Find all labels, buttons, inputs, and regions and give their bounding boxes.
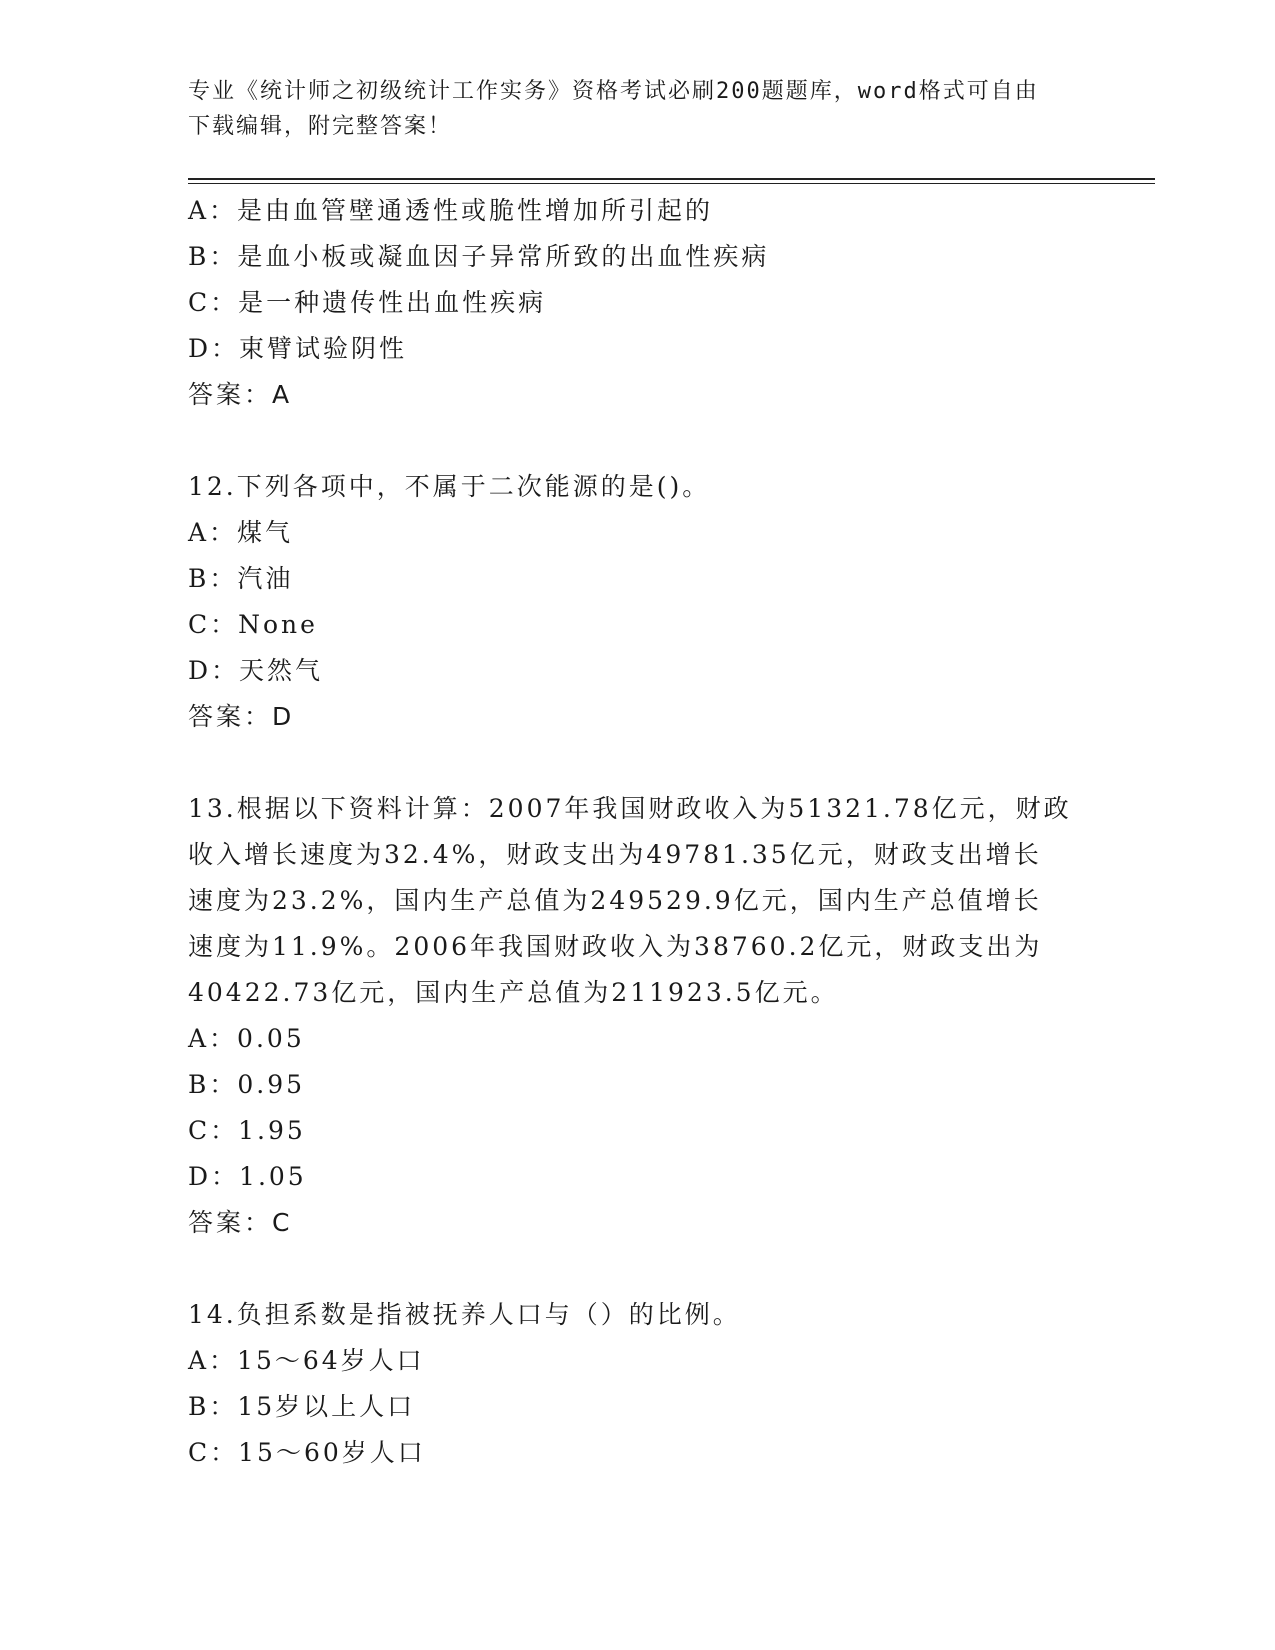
document-header — [188, 74, 1068, 144]
question-14 — [188, 1292, 1088, 1476]
question-stem-line: 速度为11.9%。2006年我国财政收入为38760.2亿元，财政支出为 — [188, 932, 1043, 961]
option-c: C：15～60岁人口 — [188, 1438, 426, 1467]
option-b: B：是血小板或凝血因子异常所致的出血性疾病 — [188, 242, 770, 271]
option-b: B：15岁以上人口 — [188, 1392, 416, 1421]
header-rule-thin — [188, 183, 1155, 184]
answer-label: 答案：A — [188, 380, 293, 409]
question-stem-line: 速度为23.2%，国内生产总值为249529.9亿元，国内生产总值增长 — [188, 886, 1042, 915]
question-stem-line: 40422.73亿元，国内生产总值为211923.5亿元。 — [188, 978, 839, 1007]
question-stem-line: 收入增长速度为32.4%，财政支出为49781.35亿元，财政支出增长 — [188, 840, 1042, 869]
option-a: A：是由血管壁通透性或脆性增加所引起的 — [188, 196, 714, 225]
question-13 — [188, 786, 1088, 1246]
spacer — [188, 740, 1088, 786]
question-11 — [188, 188, 1088, 418]
option-a: A：15～64岁人口 — [188, 1346, 425, 1375]
option-b: B：0.95 — [188, 1070, 306, 1099]
option-c: C：None — [188, 610, 318, 639]
spacer — [188, 418, 1088, 464]
option-a: A：0.05 — [188, 1024, 305, 1053]
option-d: D：天然气 — [188, 656, 324, 685]
option-d: D：1.05 — [188, 1162, 307, 1191]
option-c: C：是一种遗传性出血性疾病 — [188, 288, 547, 317]
question-stem: 12.下列各项中，不属于二次能源的是()。 — [188, 472, 711, 501]
option-c: C：1.95 — [188, 1116, 306, 1145]
answer-label: 答案：D — [188, 702, 295, 731]
answer-label: 答案：C — [188, 1208, 293, 1237]
header-line-2: 下载编辑，附完整答案！ — [188, 114, 453, 139]
question-stem: 14.负担系数是指被抚养人口与（）的比例。 — [188, 1300, 741, 1329]
header-line-1: 专业《统计师之初级统计工作实务》资格考试必刷200题题库，word格式可自由 — [188, 79, 1039, 104]
option-a: A：煤气 — [188, 518, 294, 547]
question-12 — [188, 464, 1088, 740]
spacer — [188, 1246, 1088, 1292]
option-b: B：汽油 — [188, 564, 294, 593]
option-d: D：束臂试验阴性 — [188, 334, 408, 363]
question-content — [188, 188, 1088, 1476]
question-stem-line: 13.根据以下资料计算：2007年我国财政收入为51321.78亿元，财政 — [188, 794, 1072, 823]
header-rule-thick — [188, 178, 1155, 180]
